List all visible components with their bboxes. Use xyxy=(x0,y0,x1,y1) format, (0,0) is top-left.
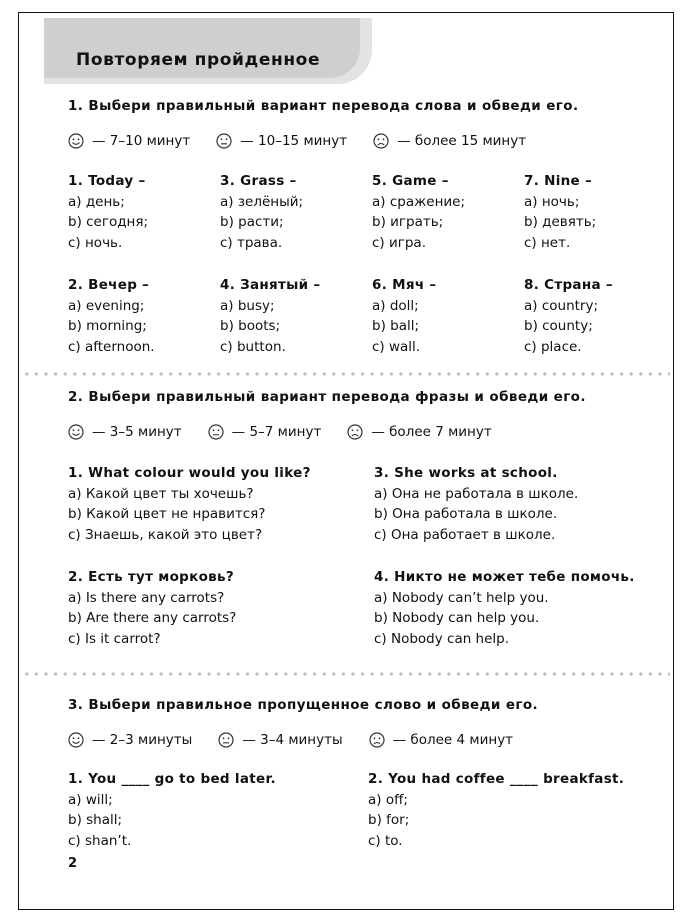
option-c[interactable]: c) игра. xyxy=(372,234,426,251)
task1-item-7 xyxy=(524,171,596,253)
task1-timing-3-text: — более 15 минут xyxy=(397,133,527,149)
neutral-face-icon xyxy=(216,133,232,149)
option-c[interactable]: c) shan’t. xyxy=(68,832,132,849)
task1-item-6 xyxy=(372,275,436,357)
task1-timing-2-text: — 10–15 минут xyxy=(240,133,348,149)
dotted-divider xyxy=(22,672,670,676)
question: 2. Есть тут морковь? xyxy=(68,569,234,585)
task1-item-3 xyxy=(220,171,303,253)
option-b[interactable]: b) Are there any carrots? xyxy=(68,610,237,626)
task2-title: 2. Выбери правильный вариант перевода фразы и обведи его. xyxy=(68,389,586,405)
task3-item-2 xyxy=(368,769,624,851)
question: 4. Никто не может тебе помочь. xyxy=(374,569,635,585)
option-c[interactable]: c) нет. xyxy=(524,234,571,251)
task2-item-4 xyxy=(374,567,635,649)
question: 6. Мяч – xyxy=(372,277,437,293)
task2-item-3 xyxy=(374,463,578,545)
option-a[interactable]: a) зелёный; xyxy=(220,193,304,210)
question: 1. You ____ go to bed later. xyxy=(68,771,276,787)
question: 8. Страна – xyxy=(524,277,613,293)
task3-item-1 xyxy=(68,769,276,851)
question: 4. Занятый – xyxy=(220,277,321,293)
option-b[interactable]: b) for; xyxy=(368,812,410,828)
option-a[interactable]: a) busy; xyxy=(220,297,275,314)
option-c[interactable]: c) Знаешь, какой это цвет? xyxy=(68,526,263,543)
question: 2. You had coffee ____ breakfast. xyxy=(368,771,625,787)
page-number: 2 xyxy=(68,856,78,871)
option-b[interactable]: b) boots; xyxy=(220,318,281,334)
option-c[interactable]: c) ночь. xyxy=(68,234,123,251)
task1-item-2 xyxy=(68,275,155,357)
option-a[interactable]: a) will; xyxy=(68,791,113,808)
task3-timing-3-text: — более 4 минут xyxy=(392,732,514,748)
page-title: Повторяем пройденное xyxy=(76,50,321,70)
task2-item-2 xyxy=(68,567,236,649)
task2-timing-3-text: — более 7 минут xyxy=(371,424,492,440)
task1-item-4 xyxy=(220,275,320,357)
task1-item-8 xyxy=(524,275,613,357)
option-a[interactable]: a) сражение; xyxy=(372,193,466,210)
option-a[interactable]: a) ночь; xyxy=(524,193,580,210)
neutral-face-icon xyxy=(218,732,234,748)
task2-timing xyxy=(68,424,518,440)
option-b[interactable]: b) shall; xyxy=(68,812,123,828)
task2-timing-2-text: — 5–7 минут xyxy=(231,424,322,440)
question: 5. Game – xyxy=(372,173,449,189)
option-a[interactable]: a) Она не работала в школе. xyxy=(374,485,579,502)
question: 1. What colour would you like? xyxy=(68,465,311,481)
option-c[interactable]: c) Nobody can help. xyxy=(374,630,510,647)
option-c[interactable]: c) place. xyxy=(524,338,582,355)
question: 2. Вечер – xyxy=(68,277,150,293)
option-a[interactable]: a) off; xyxy=(368,791,408,808)
option-a[interactable]: a) country; xyxy=(524,297,599,314)
option-a[interactable]: a) evening; xyxy=(68,297,145,314)
option-c[interactable]: c) afternoon. xyxy=(68,338,155,355)
option-c[interactable]: c) Она работает в школе. xyxy=(374,526,556,543)
option-c[interactable]: c) to. xyxy=(368,832,403,849)
option-b[interactable]: b) девять; xyxy=(524,214,597,230)
option-b[interactable]: b) сегодня; xyxy=(68,214,149,230)
smile-face-icon xyxy=(68,133,84,149)
option-b[interactable]: b) Она работала в школе. xyxy=(374,506,558,522)
task3-title: 3. Выбери правильное пропущенное слово и обведи его. xyxy=(68,697,539,713)
option-a[interactable]: a) doll; xyxy=(372,297,419,314)
option-b[interactable]: b) ball; xyxy=(372,318,420,334)
smile-face-icon xyxy=(68,424,84,440)
question: 7. Nine – xyxy=(524,173,593,189)
task3-timing xyxy=(68,732,539,748)
option-c[interactable]: c) трава. xyxy=(220,234,283,251)
question: 3. She works at school. xyxy=(374,465,558,481)
task2-item-1 xyxy=(68,463,311,545)
task1-item-5 xyxy=(372,171,465,253)
sad-face-icon xyxy=(369,732,385,748)
question: 1. Today – xyxy=(68,173,146,189)
task3-timing-2-text: — 3–4 минуты xyxy=(242,732,343,748)
option-b[interactable]: b) county; xyxy=(524,318,593,334)
option-a[interactable]: a) Nobody can’t help you. xyxy=(374,589,549,606)
option-b[interactable]: b) расти; xyxy=(220,214,284,230)
question: 3. Grass – xyxy=(220,173,297,189)
option-b[interactable]: b) играть; xyxy=(372,214,444,230)
task1-item-1 xyxy=(68,171,148,253)
option-c[interactable]: c) wall. xyxy=(372,338,421,355)
option-c[interactable]: c) Is it carrot? xyxy=(68,630,161,647)
option-b[interactable]: b) Какой цвет не нравится? xyxy=(68,506,266,522)
dotted-divider xyxy=(22,372,670,376)
sad-face-icon xyxy=(347,424,363,440)
option-a[interactable]: a) Какой цвет ты хочешь? xyxy=(68,485,254,502)
option-b[interactable]: b) morning; xyxy=(68,318,147,334)
neutral-face-icon xyxy=(208,424,224,440)
task1-timing-1-text: — 7–10 минут xyxy=(92,133,191,149)
task1-title: 1. Выбери правильный вариант перевода слова и обведи его. xyxy=(68,98,579,114)
smile-face-icon xyxy=(68,732,84,748)
option-a[interactable]: a) день; xyxy=(68,193,125,210)
option-c[interactable]: c) button. xyxy=(220,338,286,355)
task2-timing-1-text: — 3–5 минут xyxy=(92,424,182,440)
sad-face-icon xyxy=(373,133,389,149)
task3-timing-1-text: — 2–3 минуты xyxy=(92,732,193,748)
option-a[interactable]: a) Is there any carrots? xyxy=(68,589,225,606)
task1-timing xyxy=(68,133,552,149)
option-b[interactable]: b) Nobody can help you. xyxy=(374,610,540,626)
